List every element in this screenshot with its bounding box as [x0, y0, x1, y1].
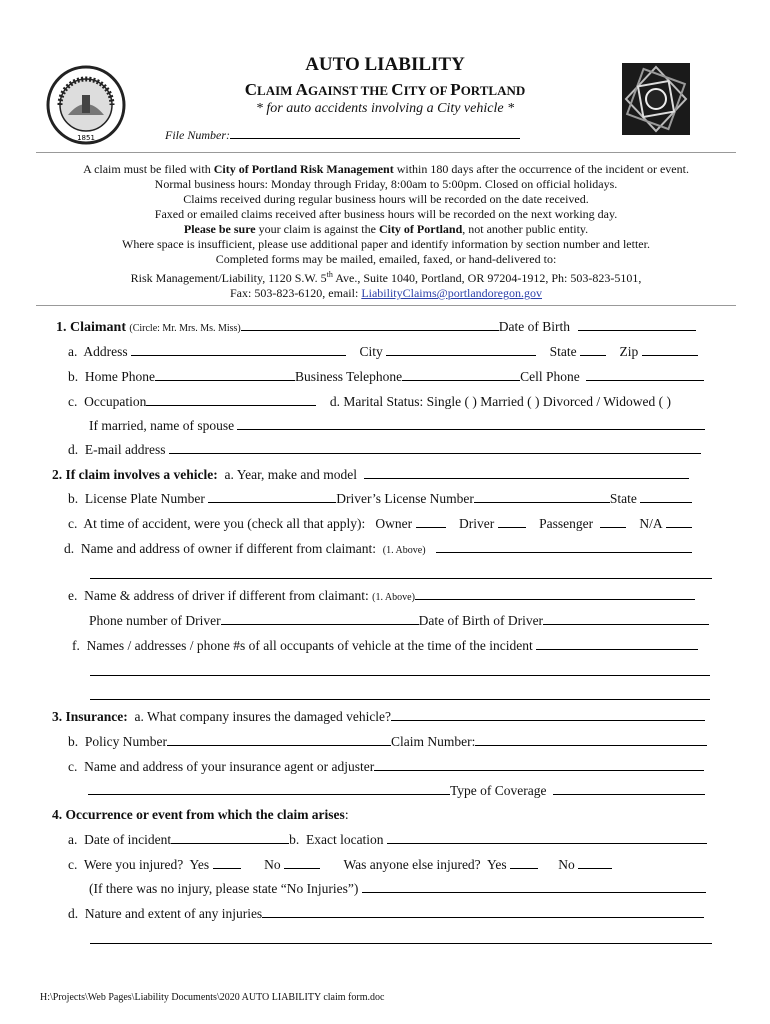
email-field[interactable]: [169, 441, 701, 454]
owner-row: d. Name and address of owner if different from claimant: (1. Above): [64, 540, 692, 560]
agent-row: c. Name and address of your insurance agent or adjuster: [68, 758, 704, 776]
address-field[interactable]: [131, 343, 346, 356]
divider: [36, 305, 736, 306]
agent-field[interactable]: [374, 758, 704, 771]
insurance-company-field[interactable]: [391, 708, 705, 721]
driver-address-field[interactable]: [415, 587, 695, 600]
passenger-check[interactable]: [600, 515, 626, 528]
phone-row: b. Home Phone Business Telephone Cell Phone: [68, 368, 704, 386]
zip-field[interactable]: [642, 343, 698, 356]
home-phone-field[interactable]: [155, 368, 295, 381]
claim-number-field[interactable]: [475, 733, 707, 746]
form-title: AUTO LIABILITY: [305, 54, 465, 75]
spouse-row: If married, name of spouse: [89, 417, 705, 435]
email-link[interactable]: LiabilityClaims@portlandoregon.gov: [361, 286, 543, 300]
occupation-row: c. Occupation d. Marital Status: Single ( ) Married ( ) Divorced / Widowed ( ): [68, 394, 671, 409]
occupants-line2[interactable]: [90, 675, 710, 676]
else-injured-yes[interactable]: [510, 856, 538, 869]
occupants-row: f. Names / addresses / phone #s of all occupants of vehicle at the time of the incident: [72, 637, 698, 655]
file-number-field[interactable]: File Number:: [165, 128, 520, 143]
policy-number-field[interactable]: [167, 733, 391, 746]
driver-phone-row: Phone number of Driver Date of Birth of Driver: [89, 612, 709, 630]
claimant-row: 1. Claimant (Circle: Mr. Mrs. Ms. Miss) Date of Birth: [56, 318, 696, 338]
coverage-row: Type of Coverage: [88, 782, 705, 800]
occupants-field[interactable]: [536, 637, 698, 650]
driver-row: e. Name & address of driver if different from claimant: (1. Above): [68, 587, 695, 607]
plate-field[interactable]: [208, 490, 336, 503]
license-row: b. License Plate Number Driver’s License Number State: [68, 490, 692, 508]
state-field[interactable]: [580, 343, 606, 356]
file-path-footer: H:\Projects\Web Pages\Liability Documents\2020 AUTO LIABILITY claim form.doc: [40, 992, 385, 1003]
insurance-row: 3. Insurance: a. What company insures the damaged vehicle?: [52, 708, 705, 726]
injury-row: c. Were you injured? Yes No Was anyone else injured? Yes No: [68, 856, 612, 874]
no-injury-field[interactable]: [362, 880, 706, 893]
role-row: c. At time of accident, were you (check all that apply): Owner Driver Passenger N/A: [68, 515, 692, 533]
policy-row: b. Policy Number Claim Number:: [68, 733, 707, 751]
nature-row: d. Nature and extent of any injuries: [68, 905, 704, 923]
no-injury-row: (If there was no injury, please state “No Injuries”): [89, 880, 706, 898]
driver-dob-field[interactable]: [543, 612, 709, 625]
else-injured-no[interactable]: [578, 856, 612, 869]
driver-phone-field[interactable]: [221, 612, 419, 625]
svg-text:1851: 1851: [77, 134, 95, 142]
business-phone-field[interactable]: [402, 368, 520, 381]
owner-check[interactable]: [416, 515, 446, 528]
injured-no[interactable]: [284, 856, 320, 869]
injured-yes[interactable]: [213, 856, 241, 869]
occupation-field[interactable]: [146, 393, 316, 406]
form-subtitle: CLAIM AGAINST THE CITY OF PORTLAND: [244, 80, 526, 99]
location-field[interactable]: [387, 831, 707, 844]
driver-check[interactable]: [498, 515, 526, 528]
spouse-field[interactable]: [237, 417, 705, 430]
vehicle-model-field[interactable]: [364, 466, 689, 479]
vehicle-row: 2. If claim involves a vehicle: a. Year, make and model: [52, 466, 689, 484]
injury-nature-line2[interactable]: [90, 943, 712, 944]
address-row: a. Address City State Zip: [68, 343, 698, 361]
owner-address-line2[interactable]: [90, 578, 712, 579]
dob-field[interactable]: [578, 318, 696, 331]
form-tagline: * for auto accidents involving a City vehicle *: [255, 101, 515, 116]
occupants-line3[interactable]: [90, 699, 710, 700]
divider: [36, 152, 736, 153]
claimant-name-field[interactable]: [241, 318, 499, 331]
na-check[interactable]: [666, 515, 692, 528]
city-field[interactable]: [386, 343, 536, 356]
occurrence-row: 4. Occurrence or event from which the claim arises:: [52, 807, 349, 822]
drivers-license-field[interactable]: [474, 490, 610, 503]
incident-date-field[interactable]: [171, 831, 289, 844]
coverage-field[interactable]: [553, 782, 705, 795]
cell-phone-field[interactable]: [586, 368, 704, 381]
instructions: A claim must be filed with City of Portland Risk Management within 180 days after the occurrence of the incident or event. Normal business hours: Monday through Friday, 8:00am to 5:00pm. Closed on official holidays. Claims received during regular business hours will be recorded on the date received. Faxed or emailed claims received after business hours will be recorded on the next working day. Please be sure your claim is against the City of Portland, not another public entity. Where space is insufficient, please use additional paper and identify information by section number and letter. Completed forms may be mailed, emailed, faxed, or hand-delivered to: Risk Management/Liability, 1120 S.W. 5th Ave., Suite 1040, Portland, OR 97204-1912, Ph: 503-823-5101, Fax: 503-823-6120, email: LiabilityClaims@portlandoregon.gov: [83, 162, 689, 300]
dl-state-field[interactable]: [640, 490, 692, 503]
email-row: d. E-mail address: [68, 441, 701, 459]
agent-field-line2[interactable]: [88, 782, 450, 795]
incident-row: a. Date of incident b. Exact location: [68, 831, 707, 849]
injury-nature-field[interactable]: [262, 905, 704, 918]
owner-address-field[interactable]: [436, 540, 692, 553]
